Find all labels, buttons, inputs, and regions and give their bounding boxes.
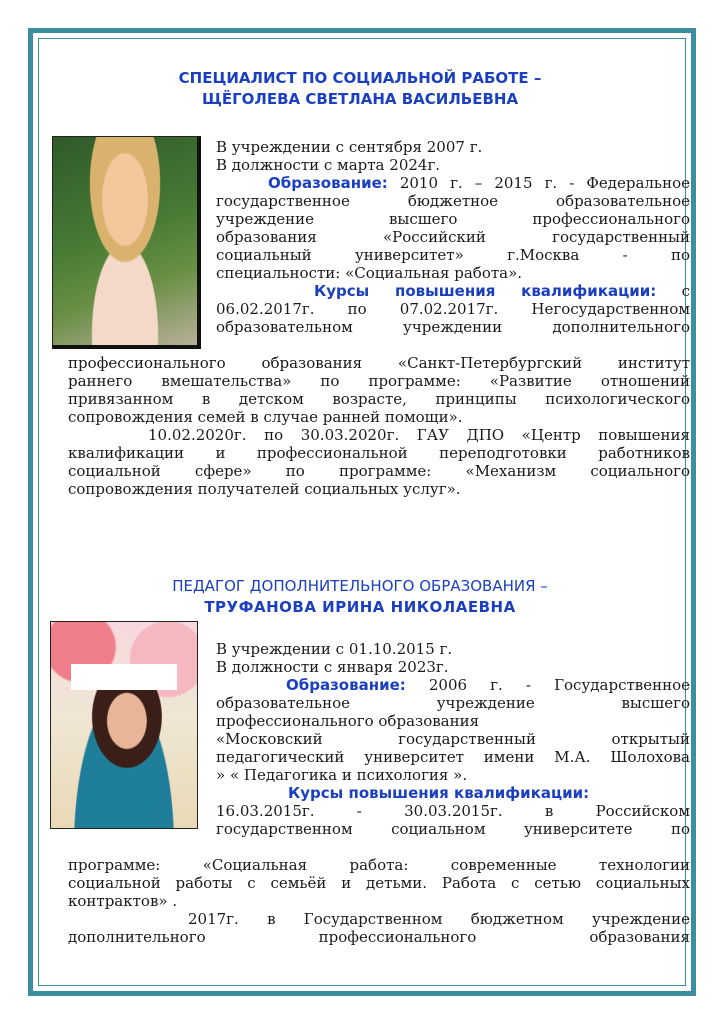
- section1-course-line-2: профессионального образования «Санкт-Петербургский институт: [68, 354, 690, 372]
- section1-course-line-0: 06.02.2017г. по 07.02.2017г. Негосударственном: [216, 300, 690, 318]
- section2-title-name: ТРУФАНОВА ИРИНА НИКОЛАЕВНА: [204, 598, 516, 616]
- section1-education-label: Образование:: [268, 174, 388, 192]
- photo-white-patch: [71, 664, 177, 690]
- section1-education-line-2: учреждение высшего профессионального: [216, 210, 690, 228]
- section2-education-line-5: » « Педагогика и психология ».: [216, 766, 468, 784]
- section1-portrait-photo: [52, 136, 201, 349]
- section1-bio-bottom: [68, 354, 690, 498]
- section1-title: [60, 68, 660, 110]
- section2-course-line-6: дополнительного профессионального образования: [68, 928, 690, 946]
- section1-course-line-7: квалификации и профессиональной переподготовки работников: [68, 444, 690, 462]
- section1-bio-top: [216, 138, 690, 336]
- section1-in-institution: В учреждении с сентября 2007 г.: [216, 138, 483, 156]
- section1-title-role: СПЕЦИАЛИСТ ПО СОЦИАЛЬНОЙ РАБОТЕ –: [178, 69, 542, 87]
- section2-bio-top: [216, 640, 690, 838]
- section1-course-line-9: сопровождения получателей социальных услуг».: [68, 480, 461, 498]
- section1-course-line-4: привязанном в детском возрасте, принципы психологического: [68, 390, 690, 408]
- section2-course-line-2: программе: «Социальная работа: современные технологии: [68, 856, 690, 874]
- section2-course-line-1: государственном социальном университете по: [216, 820, 690, 838]
- section2-education-label: Образование:: [286, 676, 406, 694]
- section2-courses-heading: [216, 784, 690, 802]
- section2-education-line-4: педагогический университет имени М.А. Шолохова: [216, 748, 690, 766]
- section1-course-line-3: раннего вмешательства» по программе: «Развитие отношений: [68, 372, 690, 390]
- section2-education-line-2: профессионального образования: [216, 712, 480, 730]
- section1-title-name: ЩЁГОЛЕВА СВЕТЛАНА ВАСИЛЬЕВНА: [201, 90, 519, 108]
- section2-title-role: ПЕДАГОГ ДОПОЛНИТЕЛЬНОГО ОБРАЗОВАНИЯ –: [172, 577, 548, 595]
- section1-course-line-1: образовательном учреждении дополнительного: [216, 318, 690, 336]
- section1-education-line-1: государственное бюджетное образовательное: [216, 192, 690, 210]
- section2-course-line-5: 2017г. в Государственном бюджетном учреждение: [188, 910, 690, 928]
- section2-bio-bottom: [68, 856, 690, 946]
- section2-education-line-0: Образование: 2006 г. - Государственное: [286, 676, 690, 694]
- section1-courses-heading: Курсы повышения квалификации: с: [314, 282, 690, 300]
- section2-in-position: В должности с января 2023г.: [216, 658, 449, 676]
- section2-course-line-4: контрактов» .: [68, 892, 178, 910]
- section1-in-position: В должности с марта 2024г.: [216, 156, 441, 174]
- section2-title: [60, 576, 660, 618]
- section1-course-line-8: социальной сфере» по программе: «Механизм социального: [68, 462, 690, 480]
- section1-education-line-4: социальный университет» г.Москва - по: [216, 246, 690, 264]
- section1-education-line-5: специальности: «Социальная работа».: [216, 264, 523, 282]
- section2-in-institution: В учреждении с 01.10.2015 г.: [216, 640, 453, 658]
- section2-course-line-0: 16.03.2015г. - 30.03.2015г. в Российском: [216, 802, 690, 820]
- section1-course-line-6: 10.02.2020г. по 30.03.2020г. ГАУ ДПО «Центр повышения: [148, 426, 690, 444]
- section2-course-line-3: социальной работы с семьёй и детьми. Работа с сетью социальных: [68, 874, 690, 892]
- section2-portrait-photo: [50, 621, 198, 829]
- section2-courses-label: Курсы повышения квалификации:: [288, 784, 590, 802]
- section1-education-line-3: образования «Российский государственный: [216, 228, 690, 246]
- section1-course-line-5: сопровождения семей в случае ранней помощи».: [68, 408, 463, 426]
- section2-education-line-1: образовательное учреждение высшего: [216, 694, 690, 712]
- section1-education-line-0: Образование: 2010 г. – 2015 г. - Федеральное: [268, 174, 690, 192]
- section1-courses-label: Курсы повышения квалификации:: [314, 282, 657, 300]
- section2-education-line-3: «Московский государственный открытый: [216, 730, 690, 748]
